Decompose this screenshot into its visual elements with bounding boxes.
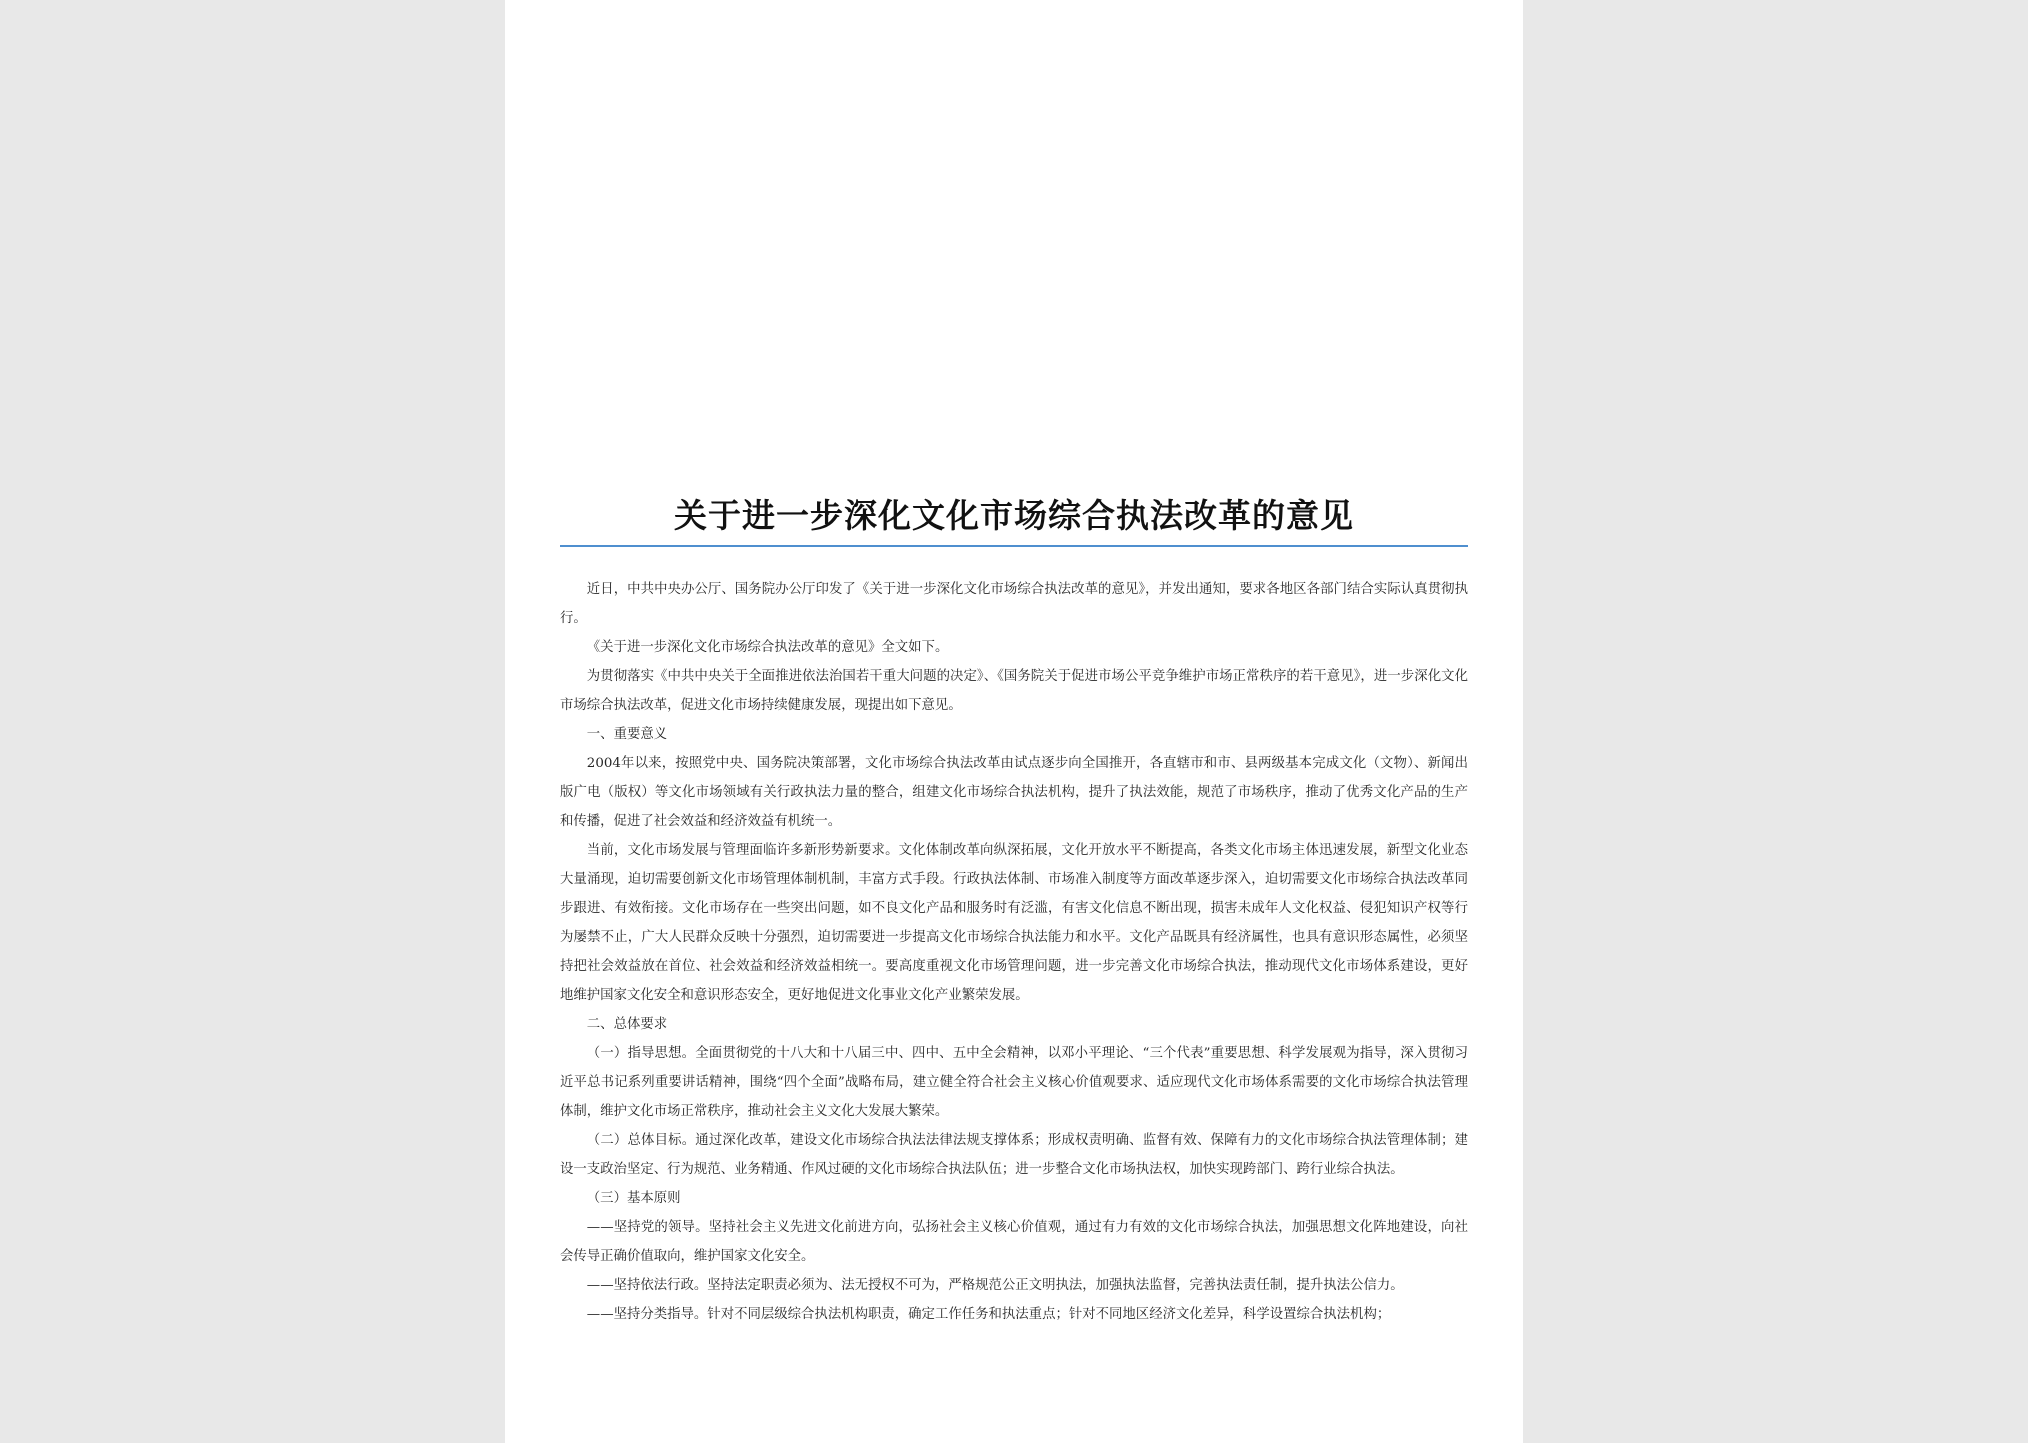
principle-paragraph: ——坚持党的领导。坚持社会主义先进文化前进方向，弘扬社会主义核心价值观，通过有力有效的文化市场综合执法，加强思想文化阵地建设，向社会传导正确价值取向，维护国家文化安全。 bbox=[560, 1220, 1468, 1264]
section-heading: 二、总体要求 bbox=[586, 1017, 668, 1032]
subsection-heading: （三）基本原则 bbox=[586, 1191, 681, 1206]
document-body bbox=[560, 575, 1468, 1329]
body-paragraph: （二）总体目标。通过深化改革，建设文化市场综合执法法律法规支撑体系；形成权责明确、监督有效、保障有力的文化市场综合执法管理体制；建设一支政治坚定、行为规范、业务精通、作风过硬的文化市场综合执法队伍；进一步整合文化市场执法权，加快实现跨部门、跨行业综合执法。 bbox=[560, 1133, 1468, 1177]
body-paragraph: （一）指导思想。全面贯彻党的十八大和十八届三中、四中、五中全会精神，以邓小平理论、“三个代表”重要思想、科学发展观为指导，深入贯彻习近平总书记系列重要讲话精神，围绕“四个全面”战略布局，建立健全符合社会主义核心价值观要求、适应现代文化市场体系需要的文化市场综合执法管理体制，维护文化市场正常秩序，推动社会主义文化大发展大繁荣。 bbox=[560, 1046, 1468, 1119]
principle-paragraph: ——坚持分类指导。针对不同层级综合执法机构职责，确定工作任务和执法重点；针对不同地区经济文化差异，科学设置综合执法机构； bbox=[586, 1307, 1391, 1322]
title-divider bbox=[560, 545, 1468, 547]
fulltext-note-paragraph: 《关于进一步深化文化市场综合执法改革的意见》全文如下。 bbox=[586, 640, 949, 655]
body-paragraph: 2004年以来，按照党中央、国务院决策部署，文化市场综合执法改革由试点逐步向全国推开，各直辖市和市、县两级基本完成文化（文物）、新闻出版广电（版权）等文化市场领域有关行政执法力量的整合，组建文化市场综合执法机构，提升了执法效能，规范了市场秩序，推动了优秀文化产品的生产和传播，促进了社会效益和经济效益有机统一。 bbox=[560, 756, 1468, 829]
purpose-paragraph: 为贯彻落实《中共中央关于全面推进依法治国若干重大问题的决定》、《国务院关于促进市场公平竞争维护市场正常秩序的若干意见》，进一步深化文化市场综合执法改革，促进文化市场持续健康发展，现提出如下意见。 bbox=[560, 669, 1468, 713]
document-page bbox=[505, 0, 1523, 1443]
intro-paragraph: 近日，中共中央办公厅、国务院办公厅印发了《关于进一步深化文化市场综合执法改革的意见》，并发出通知，要求各地区各部门结合实际认真贯彻执行。 bbox=[560, 582, 1468, 626]
document-title: 关于进一步深化文化市场综合执法改革的意见 bbox=[674, 496, 1354, 535]
section-heading: 一、重要意义 bbox=[586, 727, 668, 742]
body-paragraph: 当前，文化市场发展与管理面临许多新形势新要求。文化体制改革向纵深拓展，文化开放水平不断提高，各类文化市场主体迅速发展，新型文化业态大量涌现，迫切需要创新文化市场管理体制机制，丰富方式手段。行政执法体制、市场准入制度等方面改革逐步深入，迫切需要文化市场综合执法改革同步跟进、有效衔接。文化市场存在一些突出问题，如不良文化产品和服务时有泛滥，有害文化信息不断出现，损害未成年人文化权益、侵犯知识产权等行为屡禁不止，广大人民群众反映十分强烈，迫切需要进一步提高文化市场综合执法能力和水平。文化产品既具有经济属性，也具有意识形态属性，必须坚持把社会效益放在首位、社会效益和经济效益相统一。要高度重视文化市场管理问题，进一步完善文化市场综合执法，推动现代文化市场体系建设，更好地维护国家文化安全和意识形态安全，更好地促进文化事业文化产业繁荣发展。 bbox=[560, 843, 1468, 1003]
principle-paragraph: ——坚持依法行政。坚持法定职责必须为、法无授权不可为，严格规范公正文明执法，加强执法监督，完善执法责任制，提升执法公信力。 bbox=[586, 1278, 1404, 1293]
